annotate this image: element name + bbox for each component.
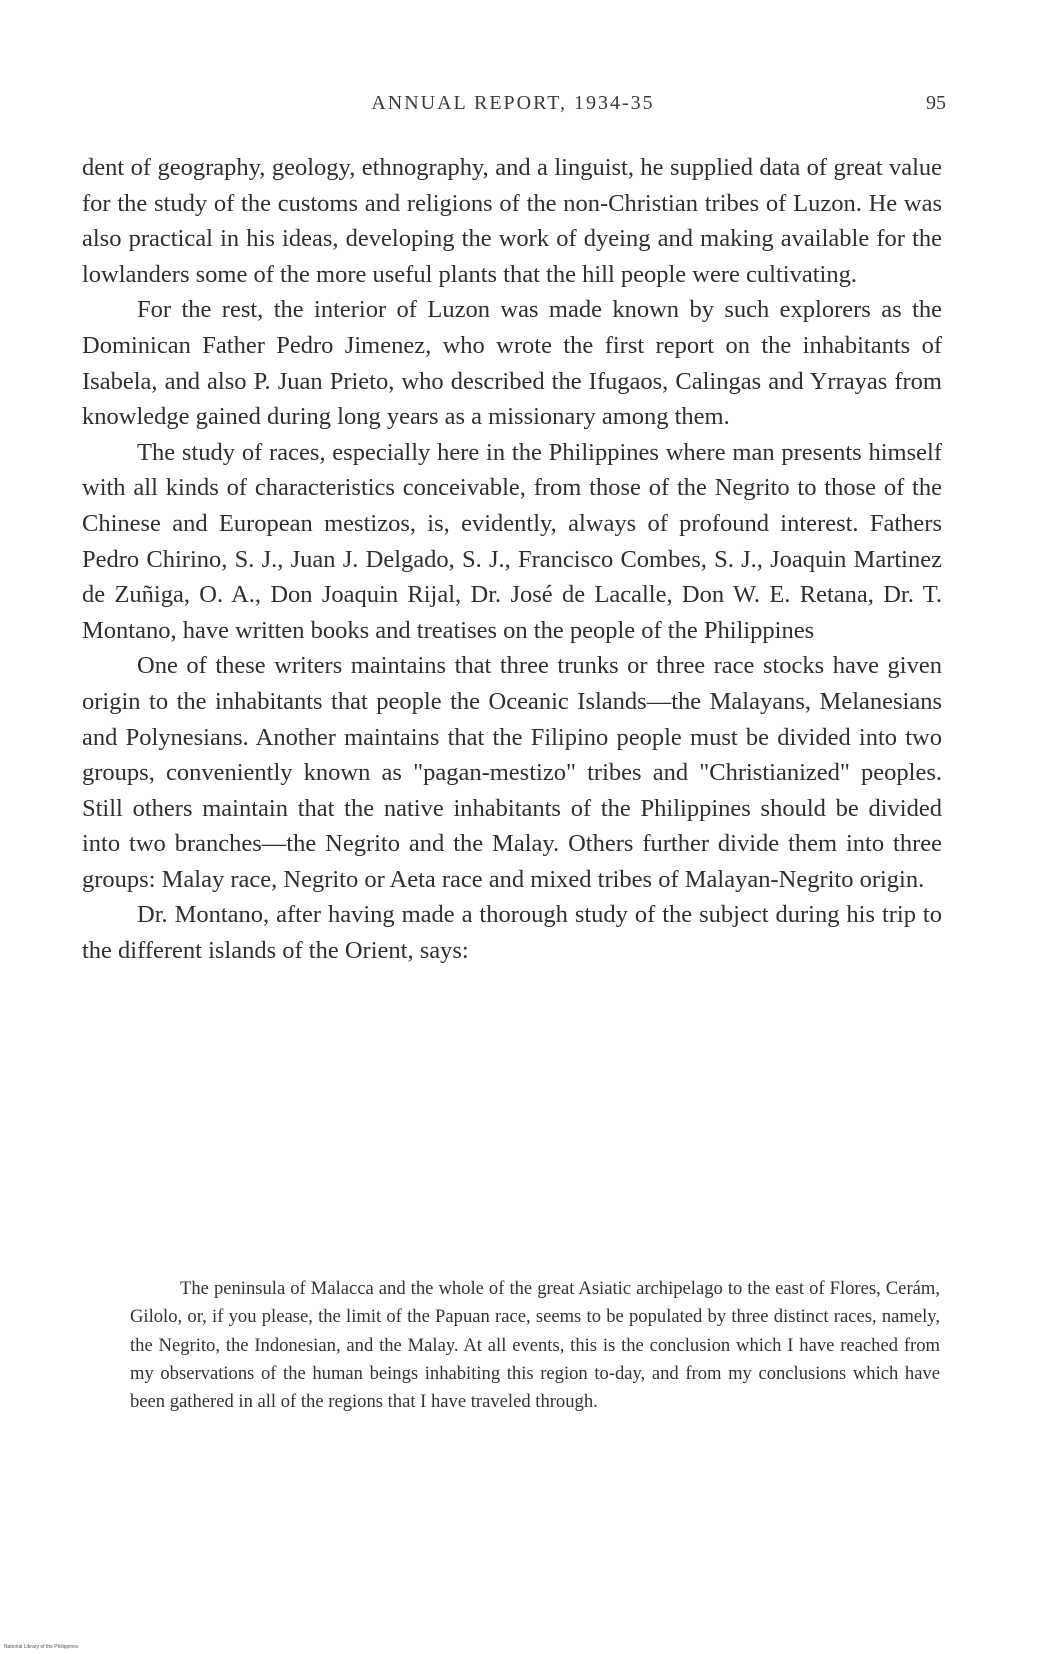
footer-note: National Library of the Philippines (4, 1644, 79, 1650)
paragraph-3: The study of races, especially here in the Philippines where man presents himself with all kinds of characteristics conceivable, from those of the Negrito to those of the Chinese and European mestizos, is, evidently, always of profound interest. Fathers Pedro Chirino, S. J., Juan J. Delgado, S. J., Francisco Combes, S. J., Joaquin Martinez de Zuñiga, O. A., Don Joaquin Rijal, Dr. José de Lacalle, Don W. E. Retana, Dr. T. Montano, have written books and treatises on the people of the Philippines (82, 438, 942, 644)
paragraph-5: Dr. Montano, after having made a thorough study of the subject during his trip to the different islands of the Orient, says: (82, 901, 942, 965)
page-number: 95 (926, 92, 946, 114)
running-title: ANNUAL REPORT, 1934-35 (371, 92, 655, 114)
block-quote: The peninsula of Malacca and the whole of the great Asiatic archipelago to the east of Flores, Cerám, Gilolo, or, if you please, the limit of the Papuan race, seems to be populated by three distinct races, namely, the Negrito, the Indonesian, and the Malay. At all events, this is the conclusion which I have reached from my observations of the human beings inhabiting this region to-day, and from my conclusions which have been gathered in all of the regions that I have traveled through. (130, 1278, 940, 1413)
paragraph-4: One of these writers maintains that three trunks or three race stocks have given origin to the inhabitants that people the Oceanic Islands—the Malayans, Melanesians and Polynesians. Another maintains that the Filipino people must be divided into two groups, conveniently known as "pagan-mestizo" tribes and "Christianized" peoples. Still others maintain that the native inhabitants of the Philippines should be divided into two branches—the Negrito and the Malay. Others further divide them into three groups: Malay race, Negrito or Aeta race and mixed tribes of Malayan-Negrito origin. (82, 652, 942, 893)
page-header (80, 92, 946, 122)
paragraph-2: For the rest, the interior of Luzon was made known by such explorers as the Dominican Father Pedro Jimenez, who wrote the first report on the inhabitants of Isabela, and also P. Juan Prieto, who described the Ifugaos, Calingas and Yrrayas from knowledge gained during long years as a missionary among them. (82, 296, 942, 431)
paragraph-1: dent of geography, geology, ethnography, and a linguist, he supplied data of great value for the study of the customs and religions of the non-Christian tribes of Luzon. He was also practical in his ideas, developing the work of dyeing and making available for the lowlanders some of the more useful plants that the hill people were cultivating. (82, 154, 942, 288)
body-text (82, 150, 942, 969)
